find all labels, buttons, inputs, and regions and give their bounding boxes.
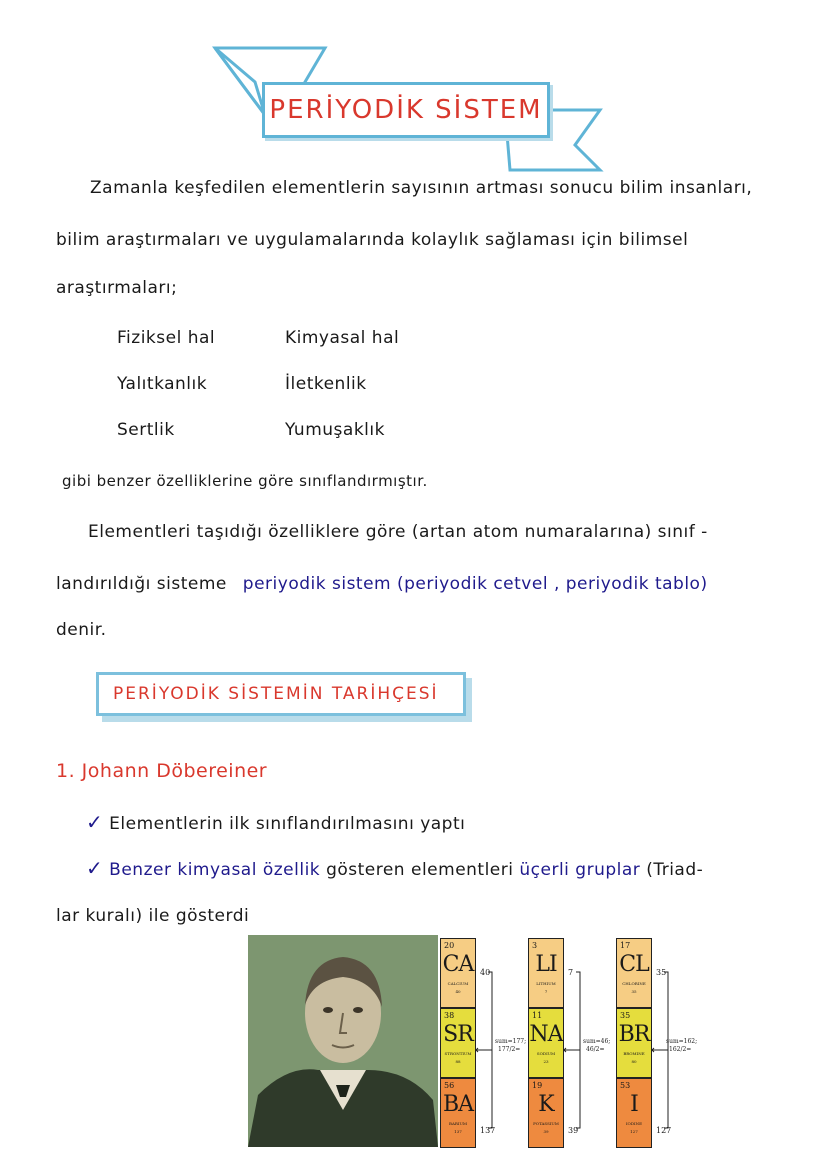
- element-name: IODINE: [625, 1121, 643, 1126]
- triad-top-weight: 35: [656, 968, 667, 977]
- element-symbol: BA: [442, 1092, 474, 1117]
- element-card: [440, 938, 476, 1008]
- triad-bottom-weight: 137: [480, 1126, 496, 1135]
- triads-figure: [440, 938, 698, 1148]
- bullet-1: [86, 810, 465, 834]
- atomic-number: 11: [532, 1011, 543, 1020]
- property-chemical: Kimyasal hal: [285, 328, 400, 348]
- element-name: CALCIUM: [447, 981, 469, 986]
- atomic-weight: 80: [631, 1059, 637, 1064]
- atomic-number: 20: [444, 941, 455, 950]
- element-symbol: K: [538, 1092, 554, 1117]
- property-physical: Fiziksel hal: [117, 328, 216, 348]
- definition-line-1: Elementleri taşıdığı özelliklere göre (artan atom numaralarına) sınıf -: [88, 522, 708, 542]
- element-name: BARIUM: [449, 1121, 467, 1126]
- intro-line-1: Zamanla keşfedilen elementlerin sayısının artması sonucu bilim insanları,: [90, 178, 753, 198]
- bullet-2-end: (Triad-: [646, 860, 704, 880]
- atomic-weight: 137: [454, 1129, 462, 1134]
- element-name: BROMINE: [623, 1051, 645, 1056]
- element-symbol: I: [630, 1092, 638, 1117]
- atomic-weight: 7: [544, 989, 548, 994]
- atomic-weight: 40: [455, 989, 461, 994]
- bullet-2-highlight-1: Benzer kimyasal özellik: [109, 860, 321, 880]
- intro-line-3: araştırmaları;: [56, 278, 178, 298]
- triad-top-weight: 40: [480, 968, 491, 977]
- atomic-weight: 127: [630, 1129, 638, 1134]
- triad-average: 46/2=: [586, 1046, 605, 1053]
- property-insulation: Yalıtkanlık: [117, 374, 208, 394]
- element-name: POTASSIUM: [533, 1121, 559, 1126]
- element-symbol: NA: [529, 1022, 563, 1047]
- triad-top-weight: 7: [568, 968, 574, 977]
- triad-sum: sum=162;: [666, 1038, 698, 1045]
- triad-bracket: [652, 968, 690, 1133]
- element-card: [616, 1008, 652, 1078]
- element-name: STRONTIUM: [444, 1051, 472, 1056]
- element-card: [528, 1078, 564, 1148]
- element-symbol: LI: [535, 952, 557, 977]
- after-list-text: gibi benzer özelliklerine göre sınıflandırmıştır.: [62, 472, 428, 490]
- triad-bracket: [564, 968, 610, 1133]
- bullet-2-line-2: lar kuralı) ile gösterdi: [56, 906, 250, 926]
- element-name: LITHIUM: [536, 981, 556, 986]
- element-symbol: CA: [442, 952, 474, 977]
- atomic-weight: 23: [543, 1059, 549, 1064]
- element-card: [528, 1008, 564, 1078]
- atomic-weight: 35: [631, 989, 637, 994]
- atomic-number: 17: [620, 941, 631, 950]
- property-conductivity: İletkenlik: [285, 374, 367, 394]
- atomic-number: 19: [532, 1081, 543, 1090]
- check-icon: ✓: [86, 856, 104, 880]
- element-card: [528, 938, 564, 1008]
- element-symbol: CL: [619, 952, 649, 977]
- triad-average: 177/2=: [498, 1046, 521, 1053]
- atomic-weight: 88: [455, 1059, 461, 1064]
- element-symbol: BR: [618, 1022, 650, 1047]
- definition-line-2-start: landırıldığı sisteme: [56, 574, 227, 594]
- triad-average: 162/2=: [669, 1046, 692, 1053]
- triad-sum: sum=177;: [495, 1038, 527, 1045]
- triad-bracket: [476, 968, 522, 1133]
- atomic-number: 3: [532, 941, 538, 950]
- dobereiner-portrait: [248, 935, 438, 1147]
- atomic-weight: 39: [543, 1129, 549, 1134]
- bullet-2: [86, 856, 703, 880]
- atomic-number: 35: [620, 1011, 631, 1020]
- definition-line-2: [56, 574, 708, 594]
- triad-sum: sum=46;: [583, 1038, 611, 1045]
- section-header-box: [96, 672, 466, 716]
- section-title: PERİYODİK SİSTEMİN TARİHÇESİ: [113, 684, 439, 704]
- bullet-2-text: gösteren elementleri: [326, 860, 514, 880]
- definition-highlight: periyodik sistem (periyodik cetvel , periyodik tablo): [242, 574, 708, 594]
- property-hardness: Sertlik: [117, 420, 175, 440]
- element-name: CHLORINE: [622, 981, 646, 986]
- intro-line-2: bilim araştırmaları ve uygulamalarında kolaylık sağlaması için bilimsel: [56, 230, 689, 250]
- element-card: [440, 1008, 476, 1078]
- scientist-heading: 1. Johann Döbereiner: [56, 760, 268, 782]
- check-icon: ✓: [86, 810, 104, 834]
- element-card: [616, 938, 652, 1008]
- element-card: [616, 1078, 652, 1148]
- element-name: SODIUM: [536, 1051, 556, 1056]
- bullet-1-text: Elementlerin ilk sınıflandırılmasını yaptı: [109, 814, 466, 834]
- property-softness: Yumuşaklık: [285, 420, 385, 440]
- atomic-number: 53: [620, 1081, 631, 1090]
- triad-bottom-weight: 127: [656, 1126, 672, 1135]
- definition-line-3: denir.: [56, 620, 107, 640]
- triad-bottom-weight: 39: [568, 1126, 579, 1135]
- bullet-2-highlight-2: üçerli gruplar: [519, 860, 641, 880]
- page-title: PERİYODİK SİSTEM: [269, 95, 543, 125]
- atomic-number: 38: [444, 1011, 455, 1020]
- title-banner: [262, 82, 550, 138]
- atomic-number: 56: [444, 1081, 455, 1090]
- element-card: [440, 1078, 476, 1148]
- element-symbol: SR: [443, 1022, 473, 1047]
